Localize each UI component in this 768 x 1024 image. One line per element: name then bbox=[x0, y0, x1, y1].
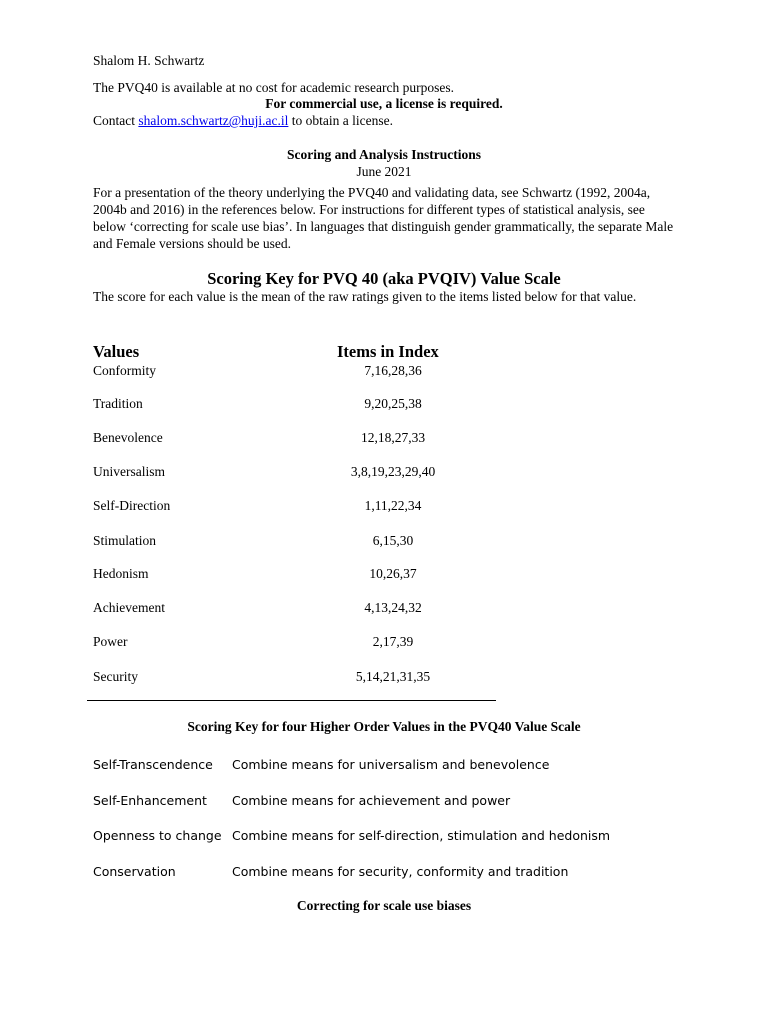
higher-order-description: Combine means for security, conformity and tradition bbox=[232, 864, 569, 879]
section-divider bbox=[87, 700, 496, 701]
value-items: 2,17,39 bbox=[372, 634, 414, 649]
higher-order-description: Combine means for achievement and power bbox=[232, 793, 511, 808]
intro-paragraph: For a presentation of the theory underlying the PVQ40 and validating data, see Schwartz (1992, 2004a, 2004b and 2016) in the references below. For instructions for different types of statistical analysis, see below ‘correcting for scale use bias’. In languages that distinguish gender grammatically, the separate Male and Female versions should be used. bbox=[93, 185, 674, 251]
value-name: Achievement bbox=[93, 600, 165, 615]
higher-order-title: Scoring Key for four Higher Order Values in the PVQ40 Value Scale bbox=[187, 719, 581, 734]
higher-order-name: Self-Transcendence bbox=[93, 757, 213, 772]
table-row bbox=[93, 395, 493, 412]
value-items: 3,8,19,23,29,40 bbox=[350, 464, 436, 479]
value-items: 1,11,22,34 bbox=[364, 498, 422, 513]
table-row bbox=[93, 532, 493, 549]
value-name: Security bbox=[93, 669, 138, 684]
commercial-notice: For commercial use, a license is required. bbox=[265, 96, 503, 111]
higher-order-name: Self-Enhancement bbox=[93, 793, 207, 808]
value-items: 12,18,27,33 bbox=[360, 430, 426, 445]
table-row bbox=[93, 362, 493, 379]
table-row bbox=[93, 668, 493, 685]
value-name: Stimulation bbox=[93, 533, 157, 548]
value-name: Conformity bbox=[93, 363, 156, 378]
value-name: Hedonism bbox=[93, 566, 149, 581]
instructions-date: June 2021 bbox=[356, 164, 412, 179]
contact-line bbox=[93, 112, 393, 129]
bias-section-title: Correcting for scale use biases bbox=[296, 898, 472, 913]
contact-prefix: Contact bbox=[93, 113, 139, 128]
value-name: Self-Direction bbox=[93, 498, 171, 513]
contact-suffix: to obtain a license. bbox=[288, 113, 393, 128]
scoring-key-description: The score for each value is the mean of the raw ratings given to the items listed below for that value. bbox=[93, 289, 637, 304]
table-row bbox=[93, 463, 493, 480]
scoring-key-title: Scoring Key for PVQ 40 (aka PVQIV) Value Scale bbox=[207, 269, 561, 288]
value-items: 6,15,30 bbox=[372, 533, 414, 548]
higher-order-name: Conservation bbox=[93, 864, 176, 879]
value-name: Benevolence bbox=[93, 430, 163, 445]
value-name: Tradition bbox=[93, 396, 143, 411]
value-items: 5,14,21,31,35 bbox=[355, 669, 431, 684]
higher-order-description: Combine means for self-direction, stimulation and hedonism bbox=[232, 828, 611, 843]
value-name: Universalism bbox=[93, 464, 165, 479]
value-name: Power bbox=[93, 634, 128, 649]
table-row bbox=[93, 633, 493, 650]
instructions-title: Scoring and Analysis Instructions bbox=[287, 147, 481, 162]
table-row bbox=[93, 497, 493, 514]
table-row bbox=[93, 429, 493, 446]
value-items: 4,13,24,32 bbox=[364, 600, 422, 615]
contact-email-link[interactable]: shalom.schwartz@huji.ac.il bbox=[138, 113, 289, 128]
table-row bbox=[93, 565, 493, 582]
values-column-header: Values bbox=[93, 342, 140, 361]
value-items: 7,16,28,36 bbox=[364, 363, 422, 378]
higher-order-name: Openness to change bbox=[93, 828, 222, 843]
items-column-header: Items in Index bbox=[337, 342, 439, 361]
higher-order-description: Combine means for universalism and benevolence bbox=[232, 757, 550, 772]
value-items: 10,26,37 bbox=[369, 566, 417, 581]
author-name: Shalom H. Schwartz bbox=[93, 53, 205, 68]
table-row bbox=[93, 599, 493, 616]
availability-note: The PVQ40 is available at no cost for academic research purposes. bbox=[93, 80, 454, 95]
value-items: 9,20,25,38 bbox=[364, 396, 422, 411]
